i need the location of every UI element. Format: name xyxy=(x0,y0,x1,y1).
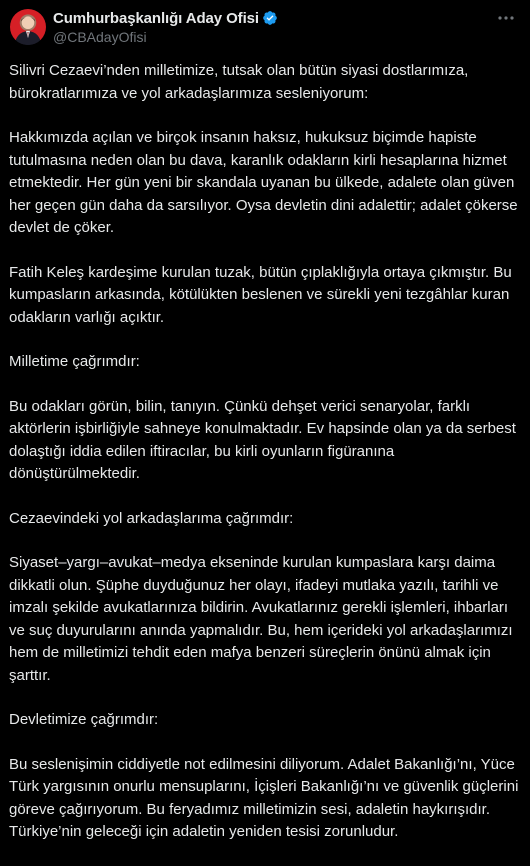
tweet-paragraph: Bu seslenişimin ciddiyetle not edilmesini diliyorum. Adalet Bakanlığı’nı, Yüce Türk yargısının onurlu mensuplarını, İçişleri Bakanlığı’nı ve güvenlik güçlerini göreve çağırıyorum. Bu feryadımız milletimizin sesi, adaletin haykırışıdır. Türkiye’nin geleceği için adaletin yeniden tesisi zorunludur. xyxy=(9,755,519,840)
more-options-button[interactable] xyxy=(496,10,516,26)
tweet-paragraph: Silivri Cezaevi’nden milletimize, tutsak olan bütün siyasi dostlarımıza, bürokratlarımıza ve yol arkadaşlarımıza sesleniyorum: xyxy=(9,62,469,102)
tweet-paragraph: Siyaset–yargı–avukat–medya ekseninde kurulan kumpaslara karşı daima dikkatli olun. Şüphe duyduğunuz her olayı, ifadeyi mutlaka yazılı, tarihli ve imzalı şekilde avukatlarınıza bildirin. Avukatlarınız gerekli işlemleri, ihbarları ve suç duyurularını anında yapmalıdır. Bu, hem içerideki yol arkadaşlarımızı hem de milletimizi tehdit eden mafya benzeri süreçlerin önünü almak için şarttır. xyxy=(9,554,513,684)
author-name-row xyxy=(53,9,278,27)
author-display-name[interactable]: Cumhurbaşkanlığı Aday Ofisi xyxy=(53,9,259,27)
person-portrait-icon xyxy=(10,9,46,45)
tweet-paragraph: Hakkımızda açılan ve birçok insanın haksız, hukuksuz biçimde hapiste tutulmasına neden olan bu dava, karanlık odakların kirli hesaplarına hizmet etmektedir. Her gün yeni bir skandala uyanan bu ülkede, adalete olan güven her geçen gün daha da sarsılıyor. Oysa devletin dini adalettir; adalet çökerse devlet de çöker. xyxy=(9,129,518,236)
verified-badge-icon xyxy=(262,10,278,26)
tweet-text xyxy=(9,60,525,866)
tweet-header xyxy=(0,0,530,56)
more-horizontal-icon xyxy=(497,15,515,21)
author-handle[interactable]: @CBAdayOfisi xyxy=(53,29,147,45)
avatar[interactable] xyxy=(10,9,46,45)
tweet-paragraph: Milletime çağrımdır: xyxy=(9,353,140,370)
tweet-paragraph: Bu odakları görün, bilin, tanıyın. Çünkü dehşet verici senaryolar, farklı aktörlerin işbirliğiyle sahneye konulmaktadır. Ev hapsinde olan ya da serbest dolaştığı iddia edilen iftiracılar, bu kirli oyunların figüranına dönüştürülmektedir. xyxy=(9,397,516,482)
tweet-paragraph: Devletimize çağrımdır: xyxy=(9,711,159,728)
tweet-paragraph: Cezaevindeki yol arkadaşlarıma çağrımdır: xyxy=(9,509,294,527)
tweet-paragraph: Fatih Keleş kardeşime kurulan tuzak, bütün çıplaklığıyla ortaya çıkmıştır. Bu kumpasların arkasında, kötülükten beslenen ve sürekli yeni tezgâhlar kuran odakların varlığı açıktır. xyxy=(9,263,512,326)
